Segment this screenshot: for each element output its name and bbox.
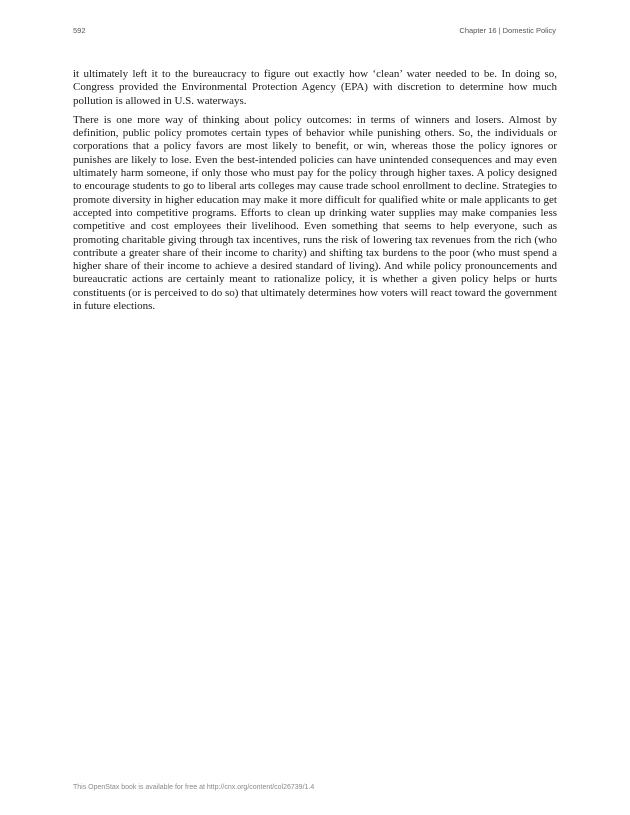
body-text: [73, 68, 557, 319]
chapter-title: Chapter 16 | Domestic Policy: [459, 26, 556, 35]
paragraph: it ultimately left it to the bureaucracy to figure out exactly how ‘clean’ water needed to be. In doing so, Congress provided the Environmental Protection Agency (EPA) with discretion to determine how much pollution is allowed in U.S. waterways.: [73, 68, 557, 107]
page-footer: This OpenStax book is available for free at http://cnx.org/content/col26739/1.4: [73, 784, 315, 791]
page-header: [73, 26, 556, 38]
paragraph: There is one more way of thinking about policy outcomes: in terms of winners and losers. Almost by definition, public policy promotes certain types of behavior while punishing others. So, the individuals or corporations that a policy favors are most likely to benefit, or win, whereas those the policy ignores or punishes are likely to lose. Even the best-intended policies can have unintended consequences and may even ultimately harm someone, if only those who must pay for the policy through higher taxes. A policy designed to encourage students to go to liberal arts colleges may cause trade school enrollment to decline. Strategies to promote diversity in higher education may make it more difficult for qualified white or male applicants to get accepted into competitive programs. Efforts to clean up drinking water supplies may make companies less competitive and cost employees their livelihood. Even something that seems to help everyone, such as promoting charitable giving through tax incentives, runs the risk of lowering tax revenues from the rich (who contribute a greater share of their income to charity) and shifting tax burdens to the poor (who must spend a higher share of their income to achieve a desired standard of living). And while policy pronouncements and bureaucratic actions are certainly meant to rationalize policy, it is whether a given policy helps or hurts constituents (or is perceived to do so) that ultimately determines how voters will react toward the government in future elections.: [73, 113, 557, 313]
page-number: 592: [73, 26, 86, 35]
